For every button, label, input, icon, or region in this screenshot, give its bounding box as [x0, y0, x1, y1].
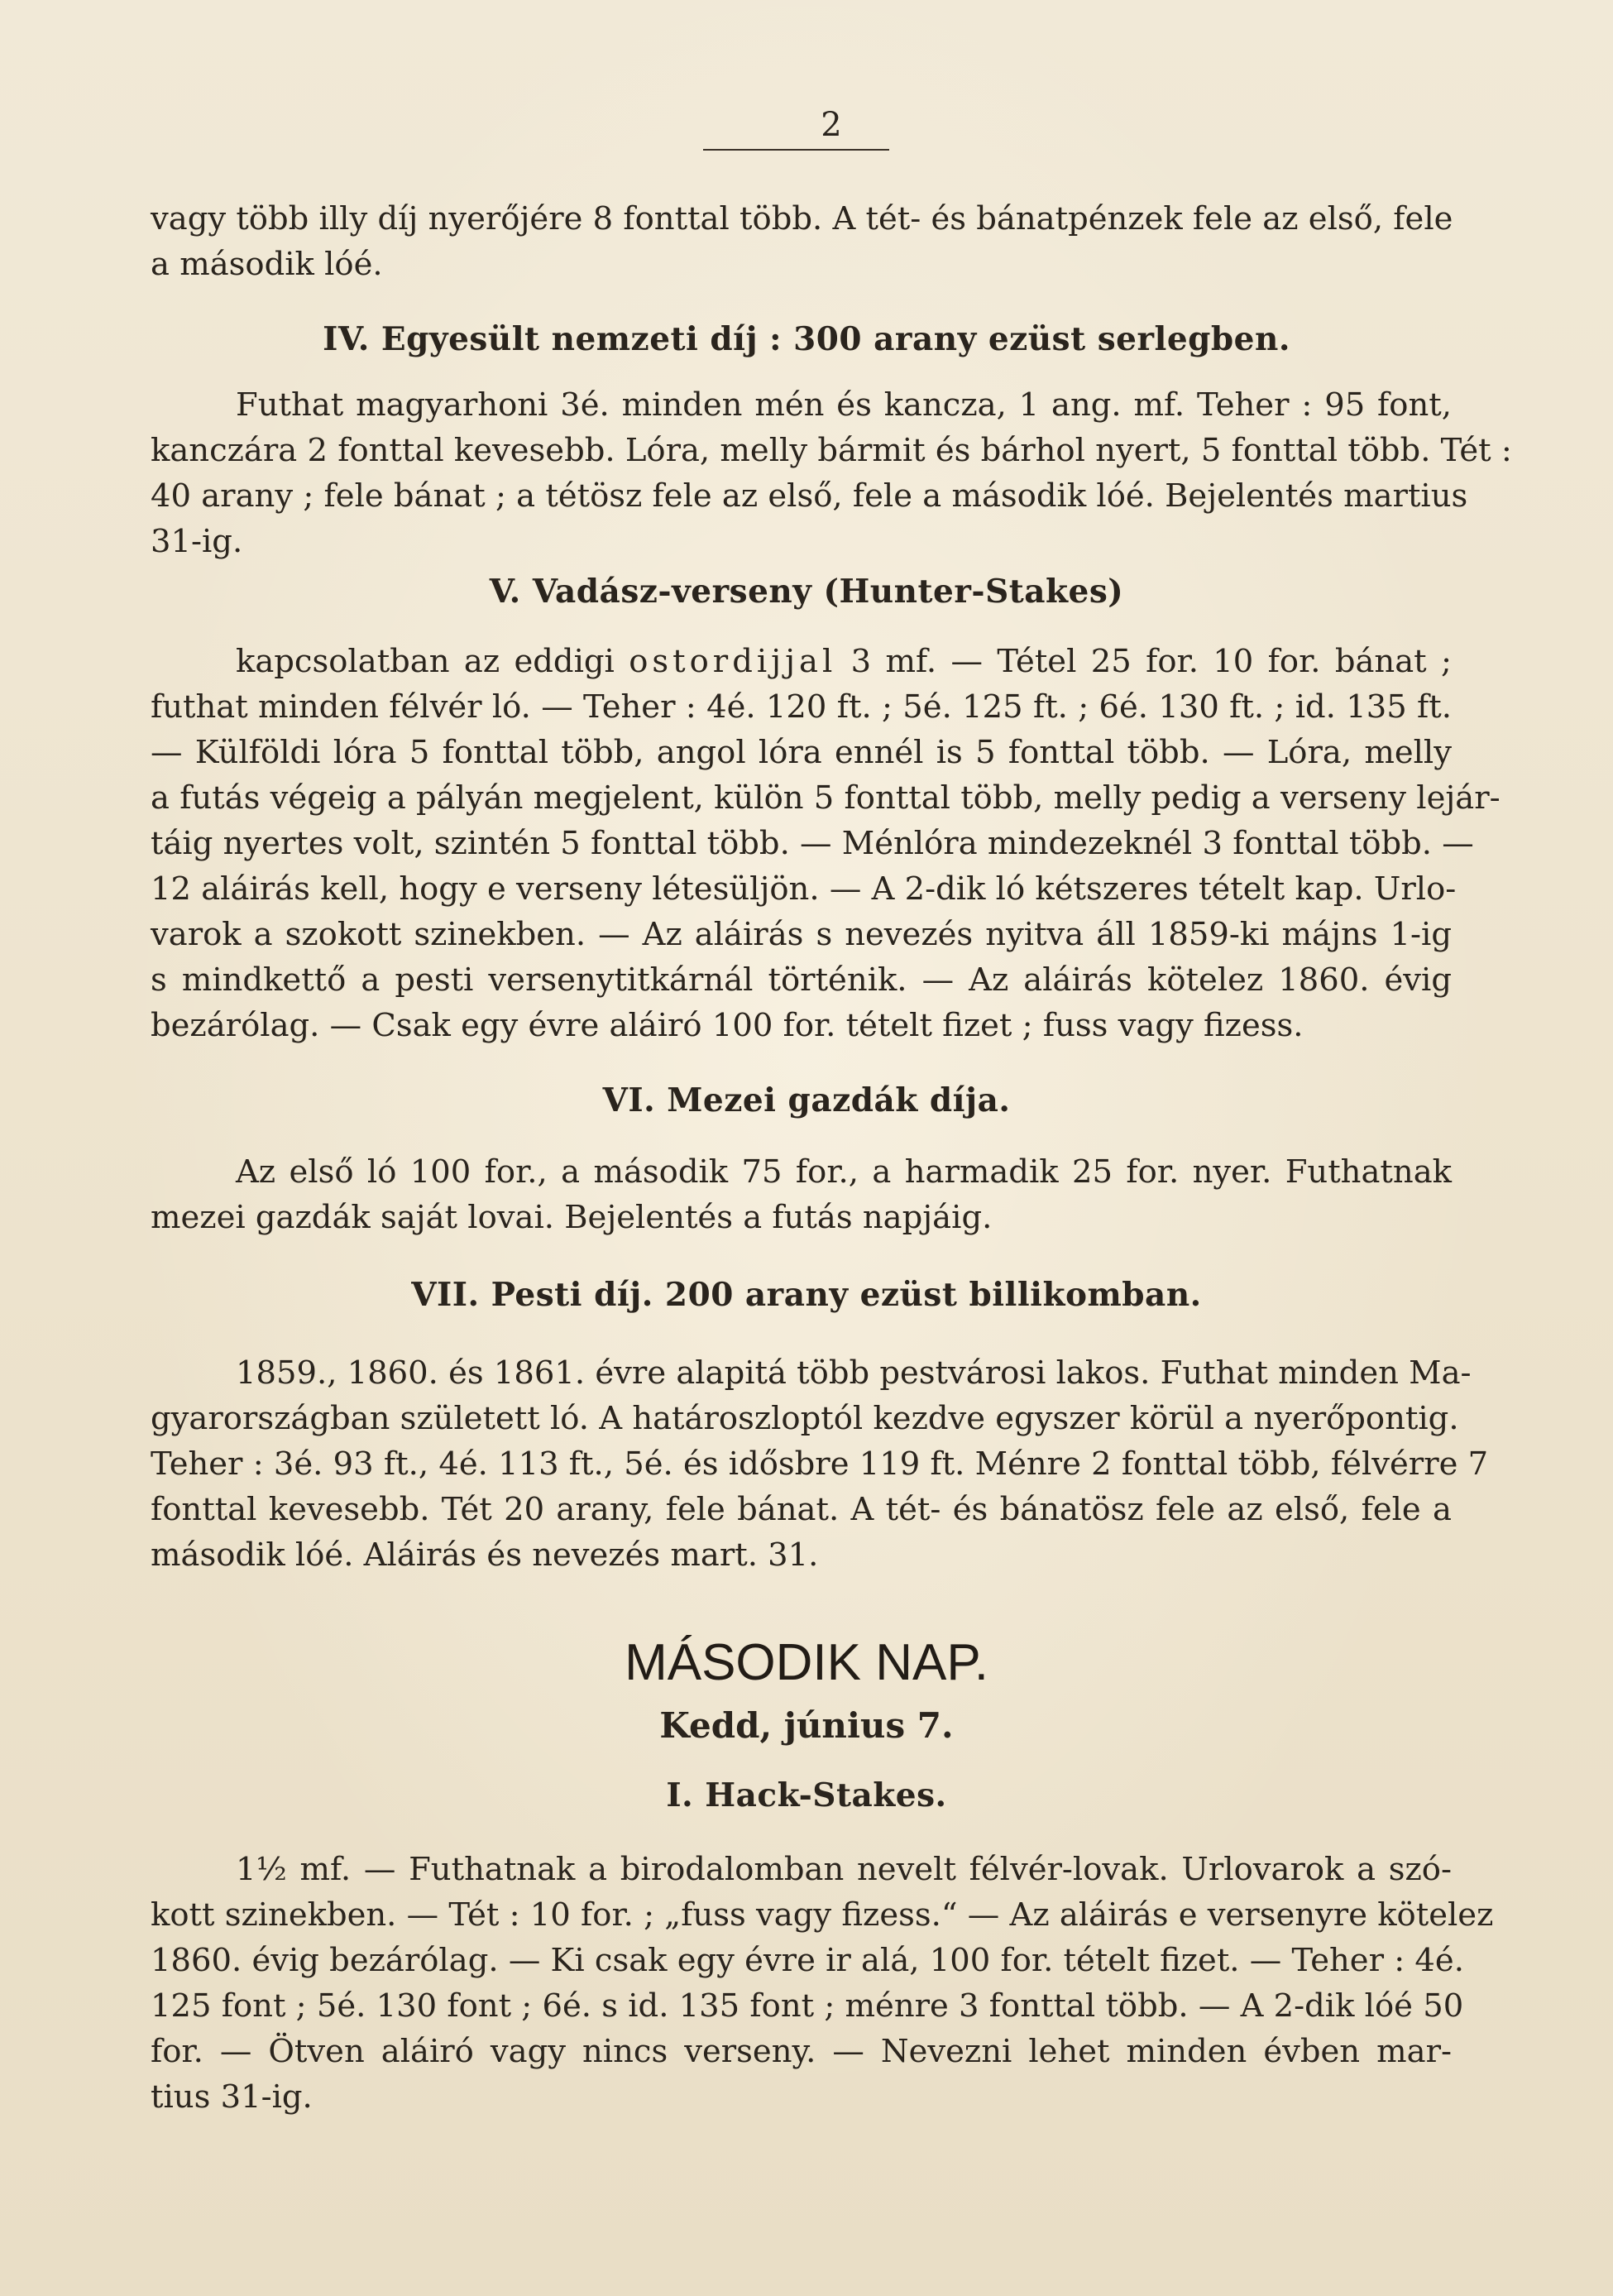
paragraph-line: — Külföldi lóra 5 fonttal több, angol lóra ennél is 5 fonttal több. — Lóra, melly: [151, 734, 1452, 771]
paragraph-line: 40 arany ; fele bánat ; a tétösz fele az első, fele a második lóé. Bejelentés martius: [151, 477, 1468, 515]
paragraph-line: 12 aláirás kell, hogy e verseny létesüljön. — A 2-dik ló kétszeres tételt kap. Urlo-: [151, 870, 1457, 908]
paragraph-line: Teher : 3é. 93 ft., 4é. 113 ft., 5é. és idősbre 119 ft. Ménre 2 fonttal több, félvérre 7: [151, 1445, 1489, 1483]
page-number-rule: [703, 149, 889, 151]
spaced-term: ostordijjal: [629, 643, 837, 680]
paragraph-line: vagy több illy díj nyerőjére 8 fonttal több. A tét- és bánatpénzek fele az első, fele: [151, 200, 1453, 237]
paragraph-line: második lóé. Aláirás és nevezés mart. 31.: [151, 1536, 819, 1574]
paragraph-line: futhat minden félvér ló. — Teher : 4é. 120 ft. ; 5é. 125 ft. ; 6é. 130 ft. ; id. 135 ft.: [151, 688, 1452, 726]
paragraph-line: gyarországban született ló. A határoszloptól kezdve egyszer körül a nyerőpontig.: [151, 1400, 1459, 1437]
paragraph-line: tius 31-ig.: [151, 2078, 313, 2116]
paragraph-line: 1860. évig bezárólag. — Ki csak egy évre ir alá, 100 for. tételt fizet. — Teher : 4é.: [151, 1942, 1464, 1979]
paragraph-line: for. — Ötven aláiró vagy nincs verseny. — Nevezni lehet minden évben mar-: [151, 2033, 1452, 2070]
section-heading-hack-stakes: I. Hack-Stakes.: [666, 1776, 947, 1814]
paragraph-line: kanczára 2 fonttal kevesebb. Lóra, melly bármit és bárhol nyert, 5 fonttal több. Tét :: [151, 432, 1512, 469]
section-heading-vii: VII. Pesti díj. 200 arany ezüst billikomban.: [411, 1276, 1202, 1314]
section-heading-v: V. Vadász-verseny (Hunter-Stakes): [489, 573, 1124, 611]
text-fragment: kapcsolatban az eddigi: [236, 643, 615, 680]
paragraph-line: táig nyertes volt, szintén 5 fonttal több. — Ménlóra mindezeknél 3 fonttal több. —: [151, 825, 1474, 862]
day-title: MÁSODIK NAP.: [625, 1634, 988, 1691]
paragraph-line: bezárólag. — Csak egy évre aláiró 100 for. tételt fizet ; fuss vagy fizess.: [151, 1007, 1304, 1044]
paragraph-line: s mindkettő a pesti versenytitkárnál történik. — Az aláirás kötelez 1860. évig: [151, 961, 1452, 999]
paragraph-line: a második lóé.: [151, 246, 383, 283]
section-heading-iv: IV. Egyesült nemzeti díj : 300 arany ezüst serlegben.: [323, 320, 1290, 358]
paragraph-line: varok a szokott szinekben. — Az aláirás s nevezés nyitva áll 1859-ki májns 1-ig: [151, 916, 1452, 953]
paragraph-line: a futás végeig a pályán megjelent, külön 5 fonttal több, melly pedig a verseny lejár-: [151, 779, 1501, 817]
paragraph-line: 1½ mf. — Futhatnak a birodalomban nevelt félvér-lovak. Urlovarok a szó-: [236, 1851, 1452, 1888]
section-heading-vi: VI. Mezei gazdák díja.: [602, 1081, 1011, 1119]
paragraph-line: Futhat magyarhoni 3é. minden mén és kancza, 1 ang. mf. Teher : 95 font,: [236, 386, 1452, 424]
paragraph-line: 31-ig.: [151, 523, 243, 560]
paragraph-line: fonttal kevesebb. Tét 20 arany, fele bánat. A tét- és bánatösz fele az első, fele a: [151, 1491, 1452, 1528]
day-date: Kedd, június 7.: [659, 1705, 954, 1746]
text-fragment: 3 mf. — Tétel 25 for. 10 for. bánat ;: [850, 643, 1452, 680]
paragraph-line: [236, 641, 1452, 683]
paragraph-line: kott szinekben. — Tét : 10 for. ; „fuss vagy fizess.“ — Az aláirás e versenyre kötelez: [151, 1896, 1494, 1934]
paragraph-line: mezei gazdák saját lovai. Bejelentés a futás napjáig.: [151, 1199, 993, 1236]
paragraph-line: Az első ló 100 for., a második 75 for., a harmadik 25 for. nyer. Futhatnak: [236, 1153, 1452, 1191]
page-number: 2: [821, 106, 842, 144]
paragraph-line: 125 font ; 5é. 130 font ; 6é. s id. 135 font ; ménre 3 fonttal több. — A 2-dik lóé 50: [151, 1987, 1464, 2025]
paragraph-line: 1859., 1860. és 1861. évre alapitá több pestvárosi lakos. Futhat minden Ma-: [236, 1354, 1472, 1392]
